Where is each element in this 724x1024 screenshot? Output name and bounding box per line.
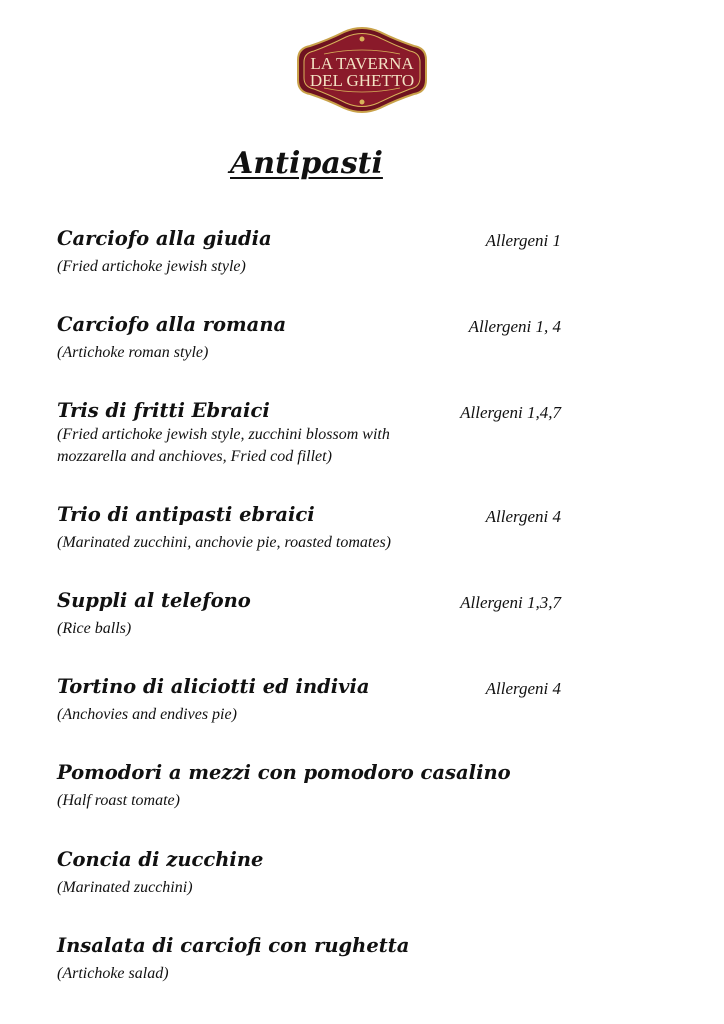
menu-item-description: (Marinated zucchini) (57, 879, 193, 896)
menu-item-name: Insalata di carciofi con rughetta (57, 934, 410, 957)
menu-item-pomodori (57, 759, 567, 812)
menu-item-description: (Marinated zucchini, anchovie pie, roasted tomates) (57, 534, 391, 551)
menu-item-allergens: Allergeni 1 (485, 231, 561, 250)
menu-item-description: (Fried artichoke jewish style, zucchini blossom with mozzarella and anchioves, Fried cod fillet) (57, 426, 390, 465)
menu-item-tortino (57, 673, 567, 726)
menu-item-name: Pomodori a mezzi con pomodoro casalino (57, 761, 511, 784)
menu-item-allergens: Allergeni 1, 4 (468, 317, 561, 336)
menu-item-allergens: Allergeni 1,4,7 (460, 403, 561, 422)
menu-item-allergens: Allergeni 4 (485, 507, 561, 526)
logo-badge-graphic (294, 24, 430, 116)
logo-text-line1: LA TAVERNA (310, 54, 414, 73)
restaurant-logo (294, 24, 430, 116)
menu-item-allergens: Allergeni 1,3,7 (460, 593, 561, 612)
page-title: Antipasti (230, 146, 383, 181)
menu-item-tris-fritti (57, 397, 567, 468)
menu-item-name: Trio di antipasti ebraici (57, 503, 315, 526)
menu-item-name: Concia di zucchine (57, 848, 264, 871)
menu-item-description: (Rice balls) (57, 620, 132, 637)
logo-text-line2: DEL GHETTO (309, 71, 415, 90)
menu-item-concia (57, 846, 567, 899)
menu-item-suppli (57, 587, 567, 640)
menu-item-carciofo-giudia (57, 225, 567, 278)
menu-item-description: (Artichoke roman style) (57, 344, 209, 361)
menu-item-insalata (57, 932, 567, 985)
menu-item-trio-antipasti (57, 501, 567, 554)
menu-item-name: Carciofo alla romana (57, 313, 287, 336)
menu-item-name: Suppli al telefono (57, 589, 251, 612)
menu-item-name: Tris di fritti Ebraici (57, 399, 270, 422)
menu-item-description: (Anchovies and endives pie) (57, 706, 237, 723)
menu-item-description: (Fried artichoke jewish style) (57, 258, 246, 275)
menu-item-name: Tortino di aliciotti ed indivia (57, 675, 370, 698)
menu-item-name: Carciofo alla giudia (57, 227, 272, 250)
menu-item-carciofo-romana (57, 311, 567, 364)
menu-item-description: (Artichoke salad) (57, 965, 169, 982)
menu-item-allergens: Allergeni 4 (485, 679, 561, 698)
menu-item-description: (Half roast tomate) (57, 792, 180, 809)
